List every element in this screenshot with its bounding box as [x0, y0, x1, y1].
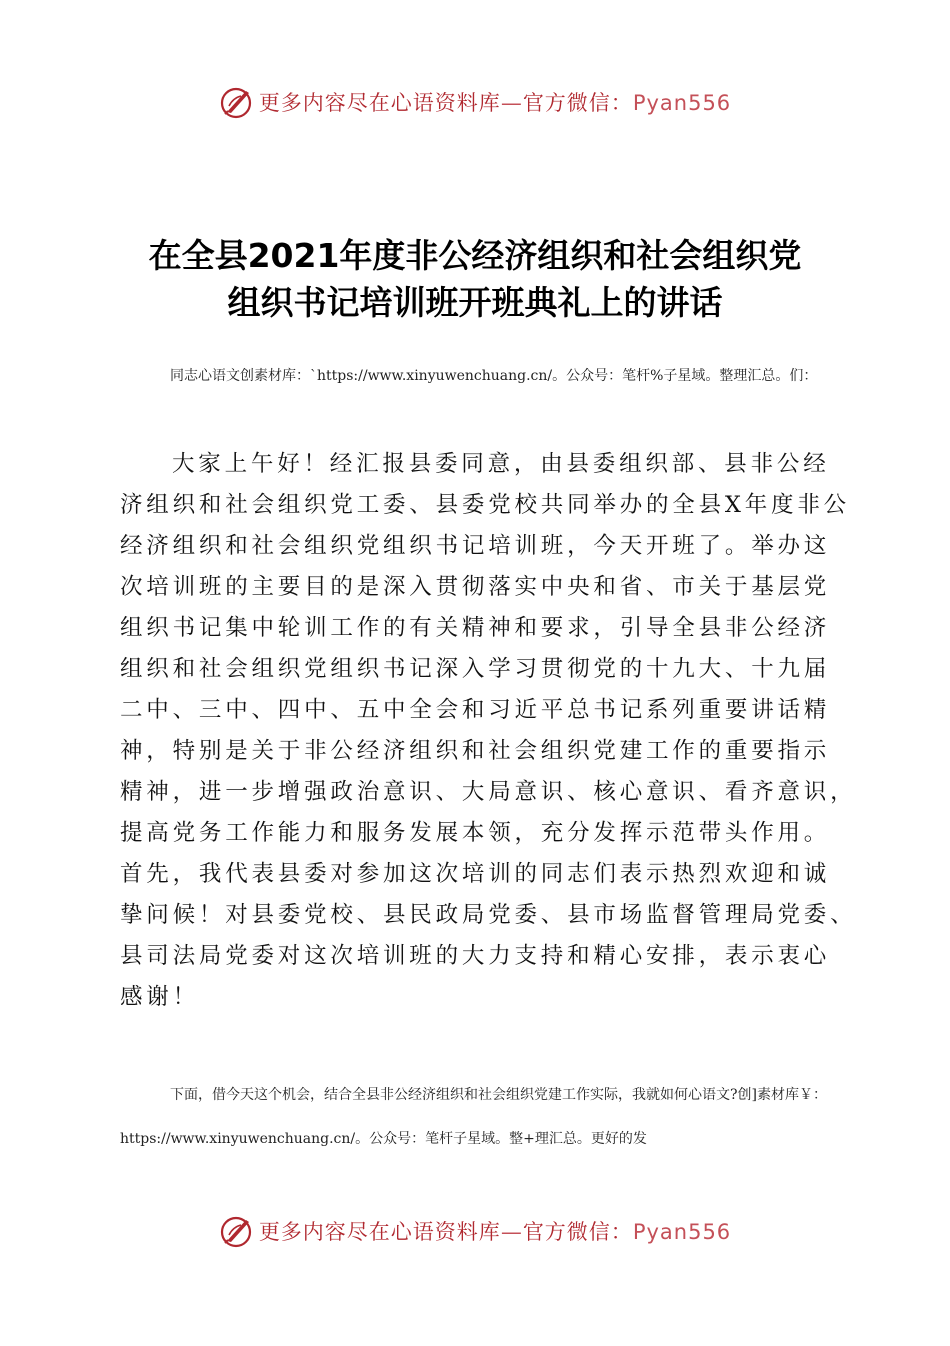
body-line: 组织和社会组织党组织书记深入学习贯彻党的十九大、十九届 — [120, 656, 831, 682]
body-line: 挚问候！对县委党校、县民政局党委、县市场监督管理局党委、 — [120, 902, 857, 928]
body-line: 首先，我代表县委对参加这次培训的同志们表示热烈欢迎和诚 — [120, 861, 831, 887]
banner-wechat-label: 官方微信： — [522, 91, 633, 115]
body-line: 大家上午好！经汇报县委同意，由县委组织部、县非公经 — [172, 451, 830, 477]
body-line: 神，特别是关于非公经济组织和社会组织党建工作的重要指示 — [120, 738, 831, 764]
footer-banner — [0, 1209, 950, 1253]
banner-dash: — — [500, 91, 523, 115]
banner-main-text: 更多内容尽在心语资料库 — [258, 91, 501, 115]
source-note-top: 同志心语文创素材库：`https://www.xinyuwenchuang.cn/。公众号：笔杆%子星域。整理汇总。们： — [170, 368, 818, 384]
body-line: 济组织和社会组织党工委、县委党校共同举办的全县X年度非公 — [120, 492, 850, 518]
header-banner — [0, 80, 950, 124]
body-paragraph — [120, 444, 857, 1018]
body-line: 二中、三中、四中、五中全会和习近平总书记系列重要讲话精 — [120, 697, 831, 723]
source-note-bottom: 下面，借今天这个机会，结合全县非公经济组织和社会组织党建工作实际，我就如何心语文?创]素材库￥：https://www.xinyuwenchuang.cn/。公众号：笔杆子星域。整+理汇总。更好的发 — [120, 1087, 827, 1147]
body-line: 提高党务工作能力和服务发展本领，充分发挥示范带头作用。 — [120, 820, 831, 846]
quill-logo-icon — [219, 1213, 255, 1249]
body-line: 经济组织和社会组织党组织书记培训班，今天开班了。举办这 — [120, 533, 831, 559]
banner-wechat-id: Pyan556 — [632, 1220, 732, 1244]
banner-wechat-id: Pyan556 — [632, 91, 732, 115]
quill-logo-icon — [219, 84, 255, 120]
banner-main-text: 更多内容尽在心语资料库 — [258, 1220, 501, 1244]
document-title — [0, 232, 950, 326]
banner-dash: — — [500, 1220, 523, 1244]
body-line: 精神，进一步增强政治意识、大局意识、核心意识、看齐意识， — [120, 779, 857, 805]
banner-text — [259, 1216, 731, 1246]
body-line: 组织书记集中轮训工作的有关精神和要求，引导全县非公经济 — [120, 615, 831, 641]
body-line: 县司法局党委对这次培训班的大力支持和精心安排，表示衷心 — [120, 943, 831, 969]
title-line-2: 组织书记培训班开班典礼上的讲话 — [227, 283, 723, 322]
banner-wechat-label: 官方微信： — [522, 1220, 633, 1244]
title-line-1: 在全县2021年度非公经济组织和社会组织党 — [148, 236, 802, 275]
body-line: 次培训班的主要目的是深入贯彻落实中央和省、市关于基层党 — [120, 574, 831, 600]
banner-text — [259, 87, 731, 117]
body-line: 感谢！ — [120, 984, 199, 1010]
